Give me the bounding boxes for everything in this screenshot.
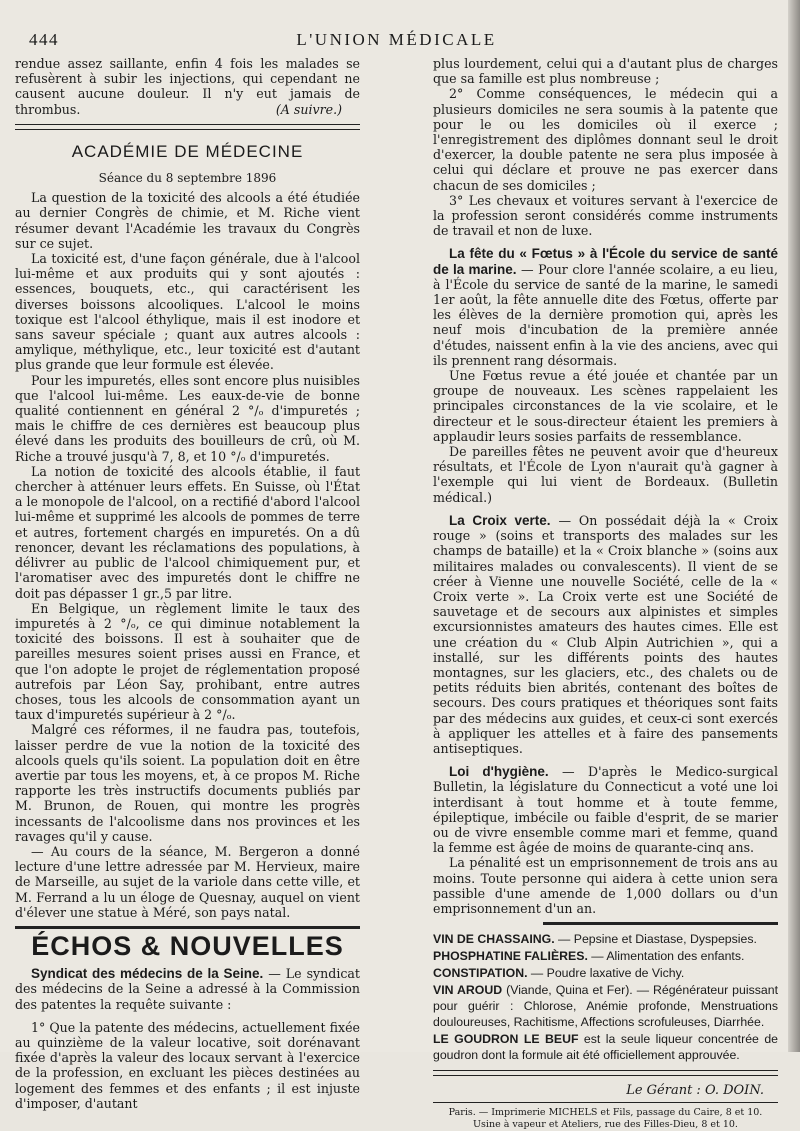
ad-vin-chassaing: VIN DE CHASSAING. — Pepsine et Diastase, Dyspepsies. (433, 932, 757, 947)
academie-paragraph-2: La toxicité est, d'une façon générale, due à l'alcool lui-même et aux produits qui y sont ajoutés : essences, bouquets, etc., qui caractérisent les diverses boissons alcooliques. L'alcool le moins toxique est l'alcool éthylique, mais il est inodore et sans saveur spéciale ; quant aux autres alcools : amylique, méthylique, etc., leur toxicité est d'autant plus grande que leur formule est élevée. (15, 251, 360, 373)
academie-paragraph-6: Malgré ces réformes, il ne faudra pas, toutefois, laisser perdre de vue la notion de la toxicité des alcools quels qu'ils soient. La population doit en être avertie par tous les moyens, et, à ce propos M. Riche rapporte les très instructifs documents publiés par M. Brunon, de Rouen, qui montre les progrès incessants de l'alcoolisme dans nos provinces et les ravages qu'il y cause. (15, 722, 360, 844)
loi-hygiene-paragraph: Loi d'hygiène. — D'après le Medico-surgical Bulletin, la législature du Connecticut a voté une loi interdisant à tout homme et à toute femme, épileptique, imbécile ou faible d'esprit, de se marier ou de vivre ensemble comme mari et femme, quand la femme est âgée de moins de quarante-cinq ans. (433, 764, 778, 856)
imprint-line-1: Paris. — Imprimerie MICHELS et Fils, passage du Caire, 8 et 10. (448, 1107, 763, 1119)
loi-hygiene-lead: Loi d'hygiène. (449, 764, 549, 780)
academie-paragraph-1: La question de la toxicité des alcools a été étudiée au dernier Congrès de chimie, et M. Riche vient résumer devant l'Académie les travaux du Congrès sur ce sujet. (15, 190, 360, 251)
academie-title: ACADÉMIE DE MÉDECINE (71, 141, 304, 161)
loi-hygiene-paragraph-2: La pénalité est un emprisonnement de trois ans au moins. Toute personne qui aidera à cette union sera passible d'une amende de 1,000 dollars ou d'un emprisonnement d'un an. (433, 855, 778, 916)
academie-paragraph-4: La notion de toxicité des alcools établie, il faut chercher à atténuer leurs effets. En Suisse, où l'État a le monopole de l'alcool, on a rectifié d'abord l'alcool lui-même et supprimé les alcools de pommes de terre et autres, fortement chargés en impuretés. On a dû renoncer, devant les réclamations des populations, à délivrer au public de l'alcool chimiquement pur, et l'aromatiser avec des impuretés dont le chiffre ne doit pas dépasser 1 gr.,5 par litre. (15, 463, 360, 601)
ad-vin-aroud: VIN AROUD (Viande, Quina et Fer). — Régénérateur puissant pour guérir : Chlorose, Anémie profonde, Menstruations douloureuses, Rachitisme, Affections scrofuleuses, Diarrhée. (433, 983, 778, 1030)
academie-paragraph-7: — Au cours de la séance, M. Bergeron a donné lecture d'une lettre adressée par M. Hervieux, maire de Marseille, au sujet de la variole dans cette ville, et M. Ferrand a lu un éloge de Quesnay, auquel on vient d'élever une statue à Méré, son pays natal. (15, 843, 360, 920)
left-column (15, 56, 360, 1131)
a-suivre-note: (A suivre.) (275, 101, 342, 117)
academie-paragraph-3: Pour les impuretés, elles sont encore plus nuisibles que l'alcool lui-même. Les eaux-de-vie de bonne qualité contiennent en général 2 °/ₒ d'impuretés ; mais le chiffre de ces dernières est beaucoup plus élevé dans les produits des bouilleurs de crû, où M. Riche a trouvé jusqu'à 7, 8, et 10 °/ₒ d'impuretés. (15, 372, 360, 464)
foetus-paragraph-2: Une Fœtus revue a été jouée et chantée par un groupe de nouveaux. Les scènes rappelaient les principales circonstances de la vie scolaire, et le directeur et le sous-directeur étaient les premiers à applaudir leurs sosies parfaits de ressemblance. (433, 368, 778, 444)
ad-constipation: CONSTIPATION. — Poudre laxative de Vichy. (433, 966, 685, 981)
foetus-lead: La fête du « Fœtus » à l'École du service de santé de la marine. (433, 246, 778, 277)
two-column-body (15, 56, 778, 1131)
foetus-paragraph-3: De pareilles fêtes ne peuvent avoir que d'heureux résultats, et l'École de Lyon n'aurait qu'à gagner à l'exemple qui lui vient de Bordeaux. (Bulletin médical.) (433, 444, 778, 505)
advertisements (433, 931, 778, 1063)
page-number: 444 (29, 30, 59, 49)
continued-paragraph: plus lourdement, celui qui a d'autant plus de charges que sa famille est plus nombreuse ; (433, 56, 778, 87)
foetus-paragraph-1: La fête du « Fœtus » à l'École du service de santé de la marine. — Pour clore l'année scolaire, a eu lieu, à l'École du service de santé de la marine, le samedi 1er août, la fête annuelle dite des Fœtus, offerte par les élèves de la dernière promotion qui, après les neuf mois d'incubation de la première année d'études, naissent enfin à la vie des anciens, avec qui ils prennent rang désormais. (433, 246, 778, 368)
ad-goudron: LE GOUDRON LE BEUF est la seule liqueur concentrée de goudron dont la formule ait été officiellement approuvée. (433, 1032, 778, 1063)
imprint-divider (433, 1102, 778, 1103)
syndicat-item-2: 2° Comme conséquences, le médecin qui a plusieurs domiciles ne sera soumis à la patente que pour le ou les domiciles où il exerce ; l'enregistrement des diplômes donnant seul le droit d'exercer, la double patente ne sera plus imposée à celui qui déclare et prouve ne pas exercer dans chacun de ses domiciles ; (433, 86, 778, 193)
right-column (433, 56, 778, 1131)
croix-verte-paragraph: La Croix verte. — On possédait déjà la « Croix rouge » (soins et transports des malades sur les champs de bataille) et la « Croix blanche » (soins aux militaires malades ou convalescents). Il vient de se créer à Vienne une nouvelle Société, celle de la « Croix verte ». La Croix verte est une Société de sauvetage et de secours aux alpinistes et simples excursionnistes amateurs des hautes cimes. Elle est une création du « Club Alpin Autrichien », qui a installé, sur les différents points des hautes montagnes, sur les glaciers, etc., des chalets ou de petits réduits bien abrités, contenant des boîtes de secours. Des cours pratiques et théoriques sont faits par des médecins aux guides, et ceux-ci sont exercés à appliquer les attelles et à faire des pansements antiseptiques. (433, 512, 778, 756)
intro-paragraph: rendue assez saillante, enfin 4 fois les malades se refusèrent à subir les injections, qui cependant ne causent aucune douleur. Il n'y eut jamais de thrombus. (A suivre.) (15, 56, 360, 117)
ads-divider (543, 922, 778, 925)
syndicat-paragraph: Syndicat des médecins de la Seine. — Le syndicat des médecins de la Seine a adressé à la Commission des patentes la requête suivante : (15, 966, 360, 1012)
section-divider-thick (15, 926, 360, 929)
imprint-line-2: Usine à vapeur et Ateliers, rue des Filles-Dieu, 8 et 10. (473, 1119, 738, 1131)
syndicat-lead: Syndicat des médecins de la Seine. (31, 966, 264, 982)
journal-title: L'UNION MÉDICALE (296, 30, 497, 49)
ad-phosphatine: PHOSPHATINE FALIÈRES. — Alimentation des enfants. (433, 949, 745, 964)
footer-divider (433, 1070, 778, 1076)
gerant-line: Le Gérant : O. DOIN. (626, 1083, 764, 1099)
echos-title: ÉCHOS & NOUVELLES (31, 930, 344, 961)
seance-date: Séance du 8 septembre 1896 (98, 171, 277, 186)
section-divider (15, 124, 360, 130)
syndicat-item-1: 1° Que la patente des médecins, actuellement fixée au quinzième de la valeur locative, soit dorénavant fixée d'après la valeur des locaux servant à l'exercice de la profession, en excluant les pièces destinées au logement des femmes et des enfants ; il est injuste d'imposer, d'autant (15, 1019, 360, 1111)
running-head (15, 30, 778, 56)
page-edge-shadow (788, 0, 800, 1052)
academie-paragraph-5: En Belgique, un règlement limite le taux des impuretés à 2 °/ₒ, ce qui diminue notablement la toxicité des boissons. Il est à souhaiter que de pareilles mesures soient prises aussi en France, et que l'on adopte le projet de réglementation proposé autrefois par Léon Say, prohibant, entre autres choses, tous les alcools de consommation ayant un taux d'impuretés supérieur à 2 °/ₒ. (15, 600, 360, 723)
imprint (433, 1107, 778, 1131)
syndicat-item-3: 3° Les chevaux et voitures servant à l'exercice de la profession seront considérés comme instruments de travail et non de luxe. (433, 192, 778, 239)
croix-verte-lead: La Croix verte. (449, 512, 551, 528)
